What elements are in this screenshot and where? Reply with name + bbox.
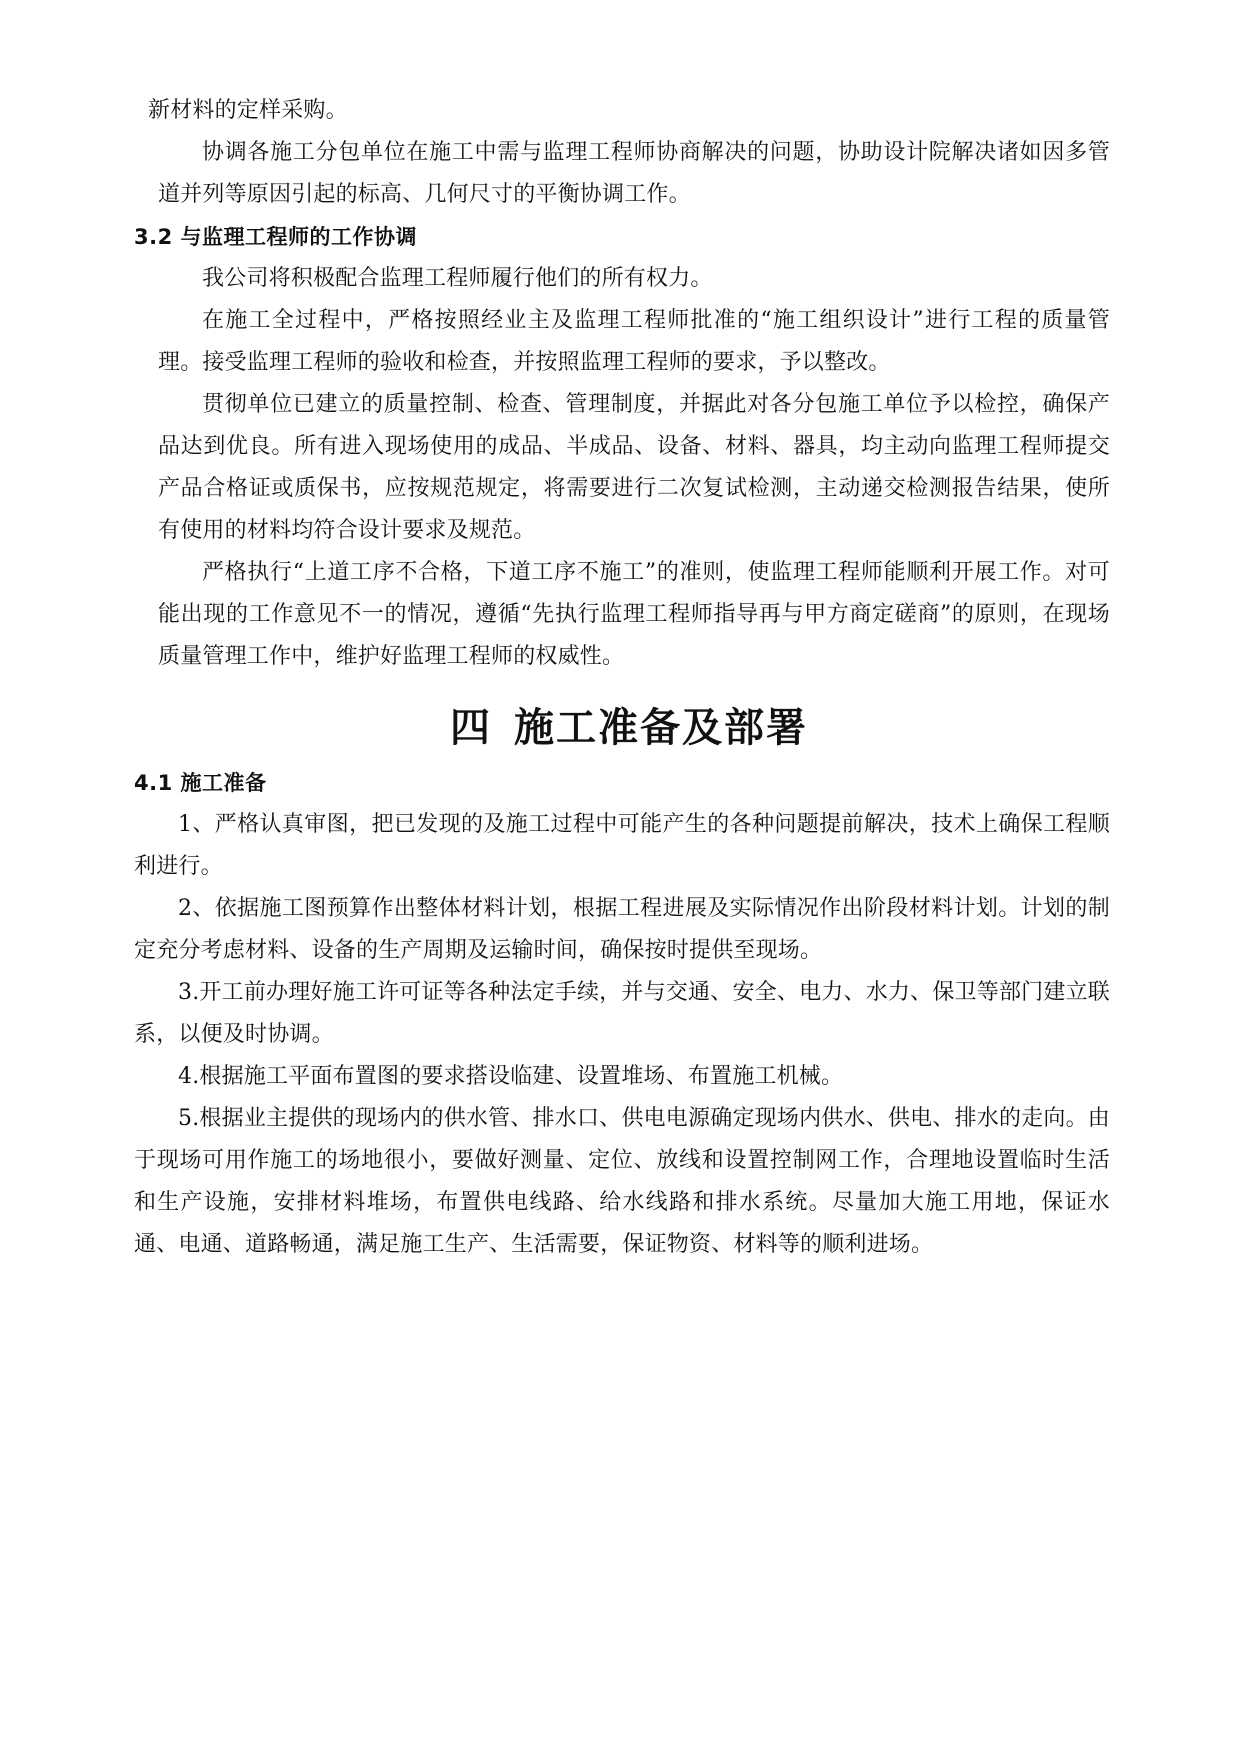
section-3-2-paragraph-1: 在施工全过程中，严格按照经业主及监理工程师批准的“施工组织设计”进行工程的质量管理。接受监理工程师的验收和检查，并按照监理工程师的要求，予以整改。 <box>158 308 1110 375</box>
section-4-1-item-5: 5.根据业主提供的现场内的供水管、排水口、供电电源确定现场内供水、供电、排水的走向。由于现场可用作施工的场地很小，要做好测量、定位、放线和设置控制网工作，合理地设置临时生活和生产设施，安排材料堆场，布置供电线路、给水线路和排水系统。尽量加大施工用地，保证水通、电通、道路畅通，满足施工生产、生活需要，保证物资、材料等的顺利进场。 <box>134 1106 1110 1257</box>
section-4-1-item-3: 3.开工前办理好施工许可证等各种法定手续，并与交通、安全、电力、水力、保卫等部门建立联系，以便及时协调。 <box>134 980 1110 1047</box>
section-3-2-body <box>148 258 1110 678</box>
intro-paragraph-0: 新材料的定样采购。 <box>148 98 348 123</box>
section-3-2-paragraph-0: 我公司将积极配合监理工程师履行他们的所有权力。 <box>202 266 713 291</box>
intro-paragraph-1: 协调各施工分包单位在施工中需与监理工程师协商解决的问题，协助设计院解决诸如因多管道并列等原因引起的标高、几何尺寸的平衡协调工作。 <box>158 140 1110 207</box>
chapter-title-text: 施工准备及部署 <box>514 705 808 751</box>
section-3-2-paragraph-3: 严格执行“上道工序不合格，下道工序不施工”的准则，使监理工程师能顺利开展工作。对可能出现的工作意见不一的情况，遵循“先执行监理工程师指导再与甲方商定磋商”的原则，在现场质量管理工作中，维护好监理工程师的权威性。 <box>158 560 1110 669</box>
section-4-1-item-2: 2、依据施工图预算作出整体材料计划，根据工程进展及实际情况作出阶段材料计划。计划的制定充分考虑材料、设备的生产周期及运输时间，确保按时提供至现场。 <box>134 896 1110 963</box>
section-3-2-heading: 3.2 与监理工程师的工作协调 <box>134 225 418 249</box>
section-4-1-item-1: 1、严格认真审图，把已发现的及施工过程中可能产生的各种问题提前解决，技术上确保工程顺利进行。 <box>134 812 1110 879</box>
document-body <box>134 90 1110 1266</box>
section-4-1-heading: 4.1 施工准备 <box>134 771 267 795</box>
intro-block <box>148 90 1110 216</box>
section-4-1-item-4: 4.根据施工平面布置图的要求搭设临建、设置堆场、布置施工机械。 <box>178 1064 844 1089</box>
chapter-number: 四 <box>450 705 492 751</box>
chapter-4-title <box>148 698 1110 758</box>
section-3-2-paragraph-2: 贯彻单位已建立的质量控制、检查、管理制度，并据此对各分包施工单位予以检控，确保产品达到优良。所有进入现场使用的成品、半成品、设备、材料、器具，均主动向监理工程师提交产品合格证或质保书，应按规范规定，将需要进行二次复试检测，主动递交检测报告结果，使所有使用的材料均符合设计要求及规范。 <box>158 392 1110 543</box>
section-4-1-body <box>134 804 1110 1266</box>
